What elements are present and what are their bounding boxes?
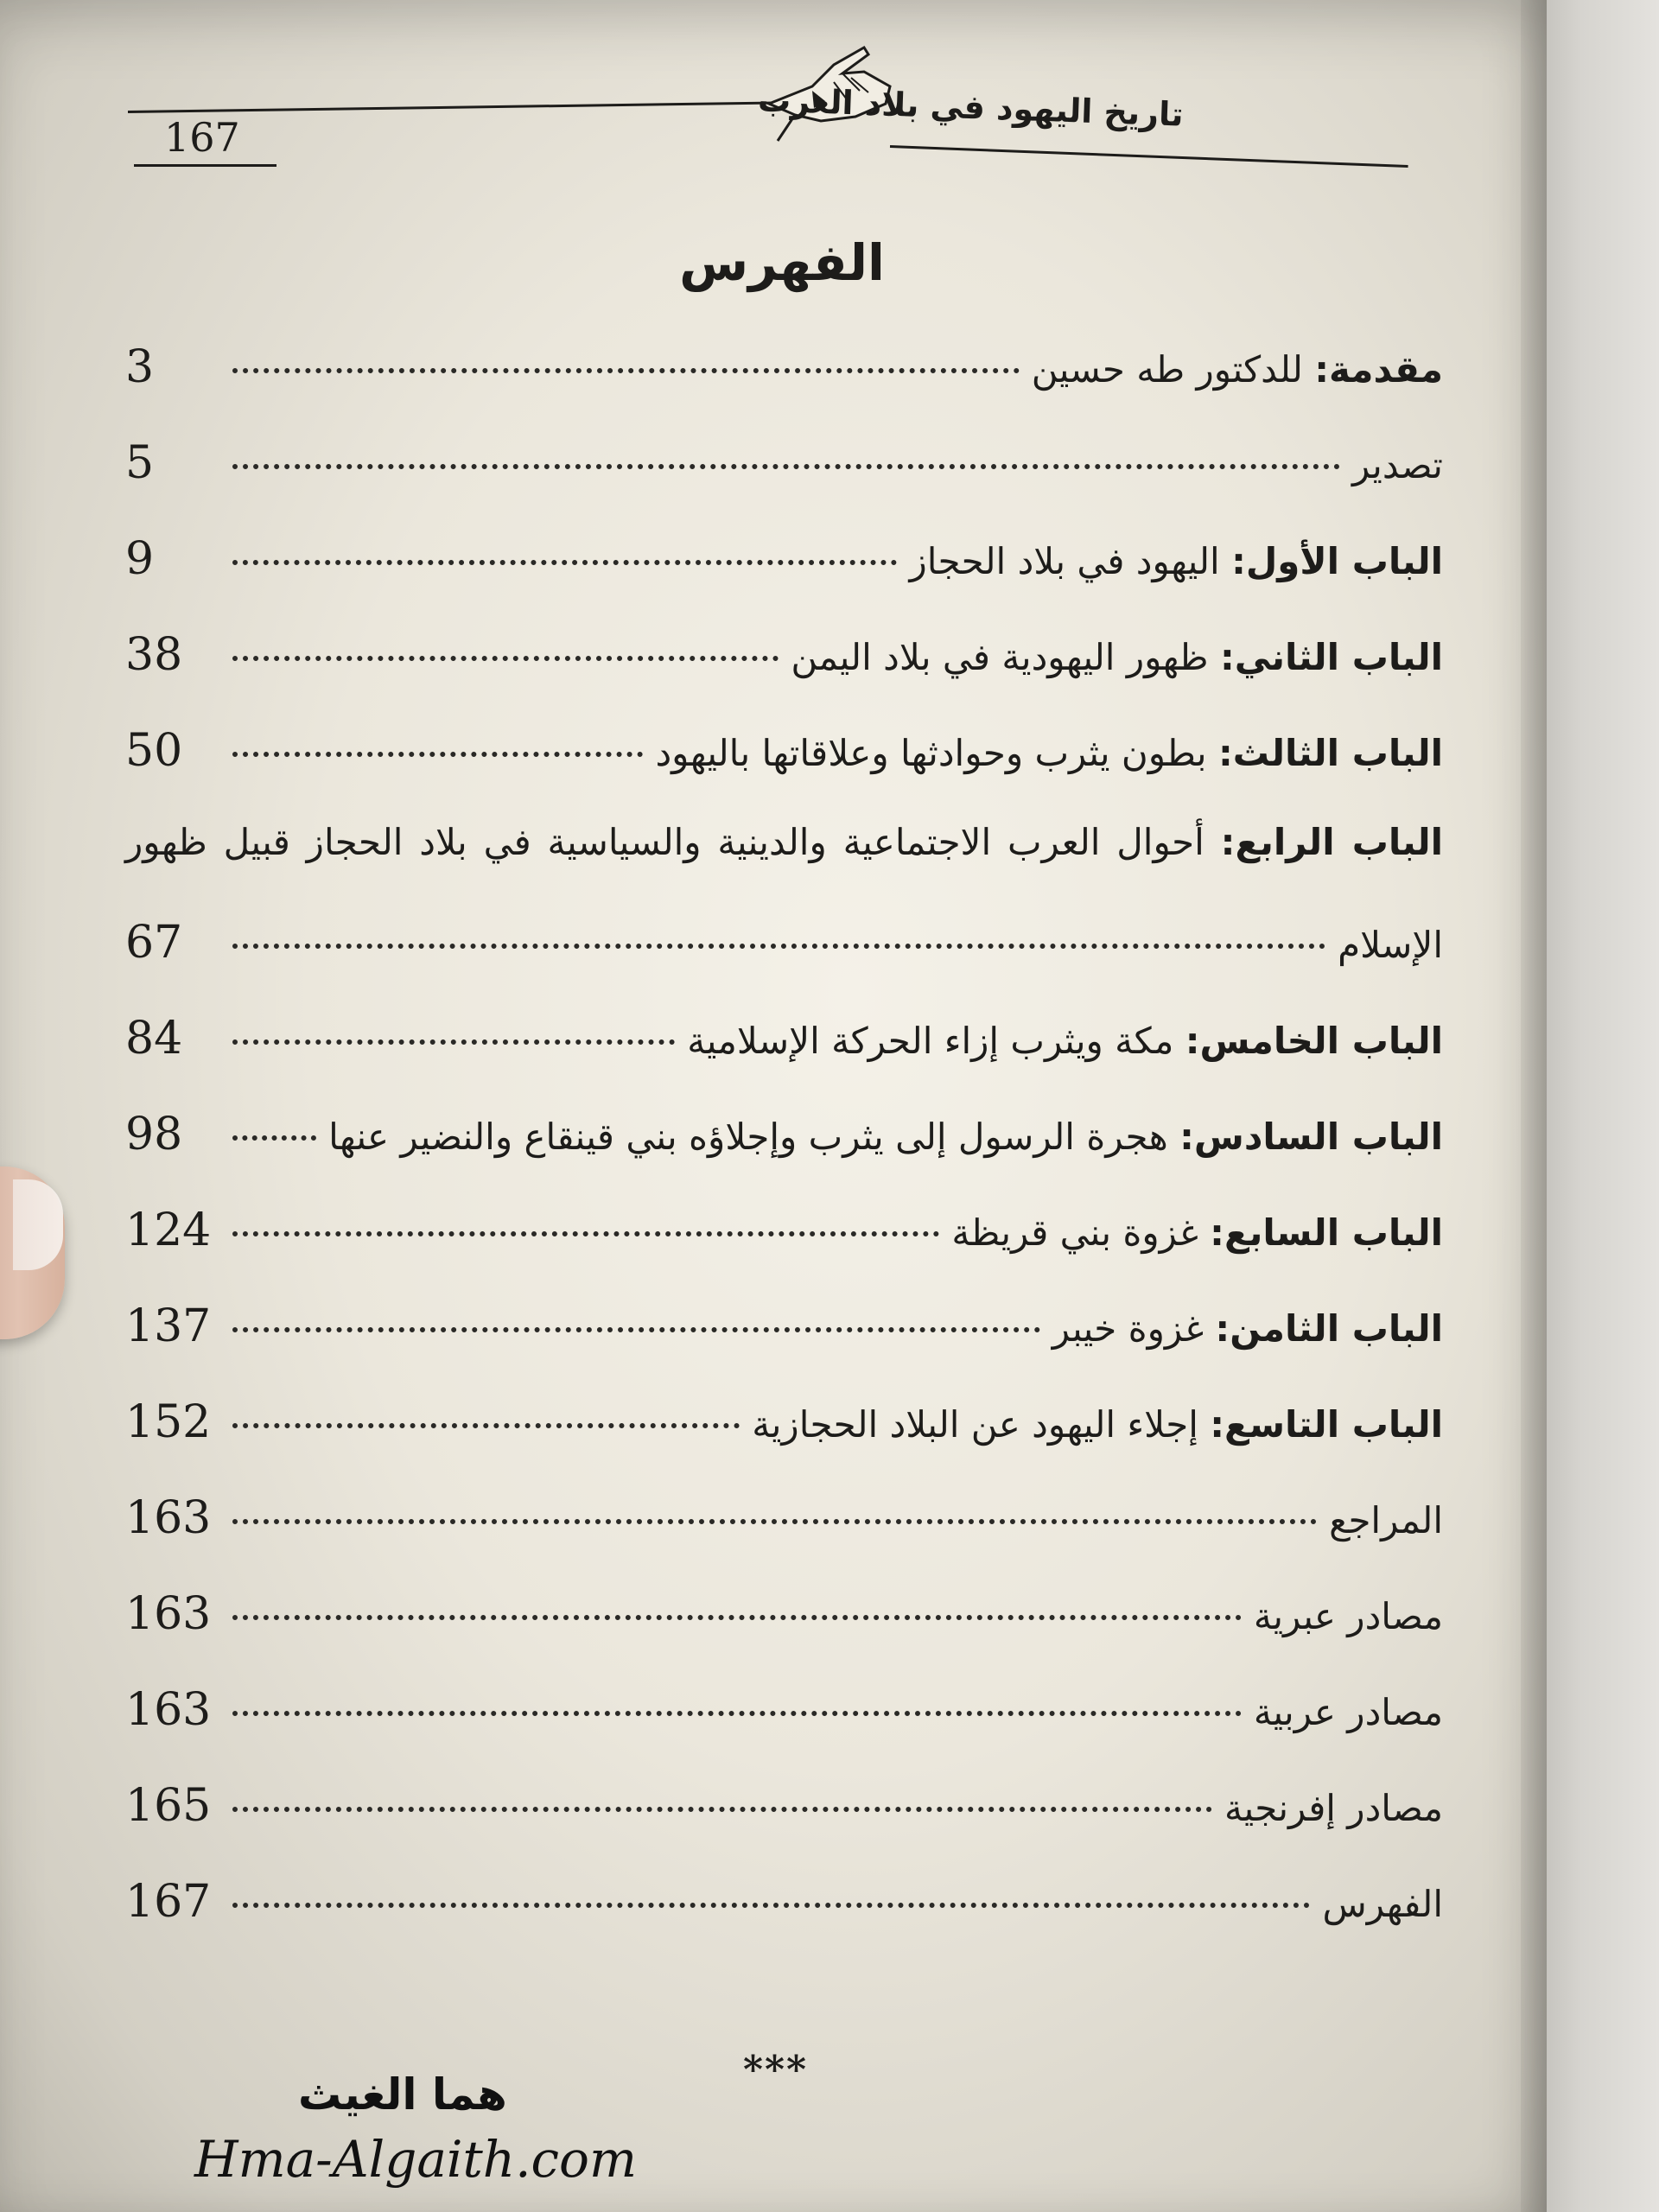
- toc-leader-dots: [232, 656, 779, 661]
- toc-entry-lead: الباب التاسع:: [1210, 1403, 1443, 1446]
- toc-entry-page: 50: [125, 725, 183, 777]
- toc-entry-page: 9: [125, 533, 155, 585]
- toc-entry-text: مصادر عبرية: [1253, 1595, 1443, 1637]
- toc-entry: [125, 341, 1443, 437]
- toc-leader-dots: [232, 1711, 1242, 1716]
- toc-entry-text: تصدير: [1351, 444, 1443, 486]
- toc-entry-lead: الباب الثالث:: [1217, 732, 1443, 774]
- toc-leader-dots: [232, 464, 1340, 469]
- toc-entry-lead: الباب السابع:: [1210, 1211, 1443, 1254]
- toc-entry-text: أحوال العرب الاجتماعية والدينية والسياسية في بلاد الحجاز قبيل ظهور: [125, 821, 1221, 863]
- toc-entry-text: مصادر إفرنجية: [1224, 1787, 1443, 1829]
- toc-leader-dots: [232, 560, 897, 565]
- toc-entry-text: غزوة خيبر: [1052, 1307, 1216, 1350]
- toc-entry-page: 84: [125, 1013, 183, 1065]
- toc-leader-dots: [232, 752, 643, 757]
- toc-entry-label: [752, 1403, 1443, 1446]
- toc-entry: [125, 1396, 1443, 1492]
- toc-entry-text: للدكتور طه حسين: [1031, 348, 1315, 391]
- toc-entry-label: [909, 540, 1443, 582]
- toc-entry-lead: الباب الثامن:: [1215, 1307, 1443, 1350]
- toc-leader-dots: [232, 1039, 675, 1045]
- background-strip: [1529, 0, 1659, 2212]
- toc-leader-dots: [232, 1231, 939, 1236]
- toc-leader-dots: [232, 944, 1325, 949]
- toc-entry: [125, 1013, 1443, 1109]
- toc-entry-label: [951, 1211, 1443, 1254]
- toc-entry-page: 163: [125, 1588, 212, 1640]
- toc-entry-page: 163: [125, 1492, 212, 1544]
- toc-entry-page: 163: [125, 1684, 212, 1736]
- toc-entry-label: [1254, 1595, 1443, 1637]
- toc-entry-label: [1322, 1883, 1443, 1925]
- toc-entry-text: ظهور اليهودية في بلاد اليمن: [791, 636, 1220, 678]
- toc-leader-dots: [232, 1327, 1040, 1332]
- toc-leader-dots: [232, 1135, 316, 1141]
- toc-entry: [125, 1876, 1443, 1972]
- toc-entry: [125, 437, 1443, 533]
- toc-entry-label: [1224, 1787, 1443, 1829]
- toc-entry-text: الفهرس: [1322, 1883, 1443, 1925]
- toc-entry-lead: الباب الخامس:: [1185, 1020, 1443, 1062]
- toc-entry-text: هجرة الرسول إلى يثرب وإجلاؤه بني قينقاع والنضير عنها: [328, 1116, 1180, 1158]
- toc-entry-label: [1329, 1499, 1443, 1541]
- page-number-rule: [134, 164, 276, 167]
- toc-entry: [125, 1109, 1443, 1205]
- toc-entry: [125, 917, 1443, 1013]
- toc-entry-label: [1032, 348, 1443, 391]
- toc-entry-label: [655, 732, 1443, 774]
- toc-entry: [125, 1492, 1443, 1588]
- toc-entry: [125, 1684, 1443, 1780]
- toc-entry: [125, 629, 1443, 725]
- toc-entry-label: [1352, 444, 1443, 486]
- page-edge-shadow: [1521, 0, 1547, 2212]
- toc-entry-label: [791, 636, 1443, 678]
- toc-title: الفهرس: [679, 233, 885, 292]
- toc-entry-page: 152: [125, 1396, 212, 1448]
- toc-entry-lead: الباب الثاني:: [1219, 636, 1443, 678]
- toc-entry-page: 165: [125, 1780, 212, 1832]
- toc-entry-page: 3: [125, 341, 155, 393]
- toc-entry: [125, 1300, 1443, 1396]
- toc-entry-lead: الباب السادس:: [1179, 1116, 1443, 1158]
- header-rule-right: [890, 145, 1408, 168]
- page-number: 167: [164, 114, 240, 161]
- toc-entry-text: إجلاء اليهود عن البلاد الحجازية: [752, 1403, 1211, 1446]
- running-head-title: تاريخ اليهود في بلاد العرب: [757, 80, 1185, 134]
- toc-entry-text: مكة ويثرب إزاء الحركة الإسلامية: [687, 1020, 1185, 1062]
- toc-entry-page: 124: [125, 1205, 212, 1256]
- toc-entry-text: اليهود في بلاد الحجاز: [909, 540, 1232, 582]
- toc-leader-dots: [232, 1519, 1317, 1524]
- toc-entry-text: بطون يثرب وحوادثها وعلاقاتها باليهود: [655, 732, 1218, 774]
- toc-entry-page: 38: [125, 629, 183, 681]
- toc-entry-text: مصادر عربية: [1253, 1691, 1443, 1733]
- toc-entry-lead: الباب الأول:: [1231, 540, 1443, 582]
- toc-entry-text: المراجع: [1329, 1499, 1443, 1541]
- toc-entry-text: غزوة بني قريظة: [951, 1211, 1211, 1254]
- closing-stars: ***: [743, 2048, 809, 2092]
- toc-entry-page: 98: [125, 1109, 183, 1160]
- toc-entry-label: [328, 1116, 1443, 1158]
- toc-entry: [125, 1205, 1443, 1300]
- toc-entry-page: 167: [125, 1876, 212, 1928]
- toc-entry: [125, 1780, 1443, 1876]
- toc-leader-dots: [232, 1903, 1310, 1908]
- toc-entry-lead: مقدمة:: [1314, 348, 1443, 391]
- toc-list: [125, 341, 1443, 1972]
- toc-leader-dots: [232, 368, 1020, 373]
- toc-entry-page: 5: [125, 437, 155, 489]
- toc-entry-label: [687, 1020, 1443, 1062]
- watermark-arabic: هما الغيث: [298, 2069, 507, 2120]
- toc-entry-label: [1254, 1691, 1443, 1733]
- toc-leader-dots: [232, 1615, 1242, 1620]
- toc-entry: [125, 1588, 1443, 1684]
- toc-entry-lead: الباب الرابع:: [1220, 821, 1443, 863]
- toc-entry-page: 137: [125, 1300, 212, 1352]
- header-rule-left: [128, 101, 785, 113]
- toc-entry-continuation: الإسلام: [1338, 924, 1443, 966]
- toc-entry-first-line: [125, 821, 1443, 917]
- finger-nail: [13, 1179, 63, 1270]
- toc-entry-label: [1052, 1307, 1443, 1350]
- toc-entry-page: 67: [125, 917, 183, 969]
- watermark-url: Hma-Algaith.com: [194, 2130, 637, 2189]
- toc-leader-dots: [232, 1807, 1212, 1812]
- toc-entry: [125, 533, 1443, 629]
- toc-leader-dots: [232, 1423, 740, 1428]
- toc-entry: [125, 725, 1443, 821]
